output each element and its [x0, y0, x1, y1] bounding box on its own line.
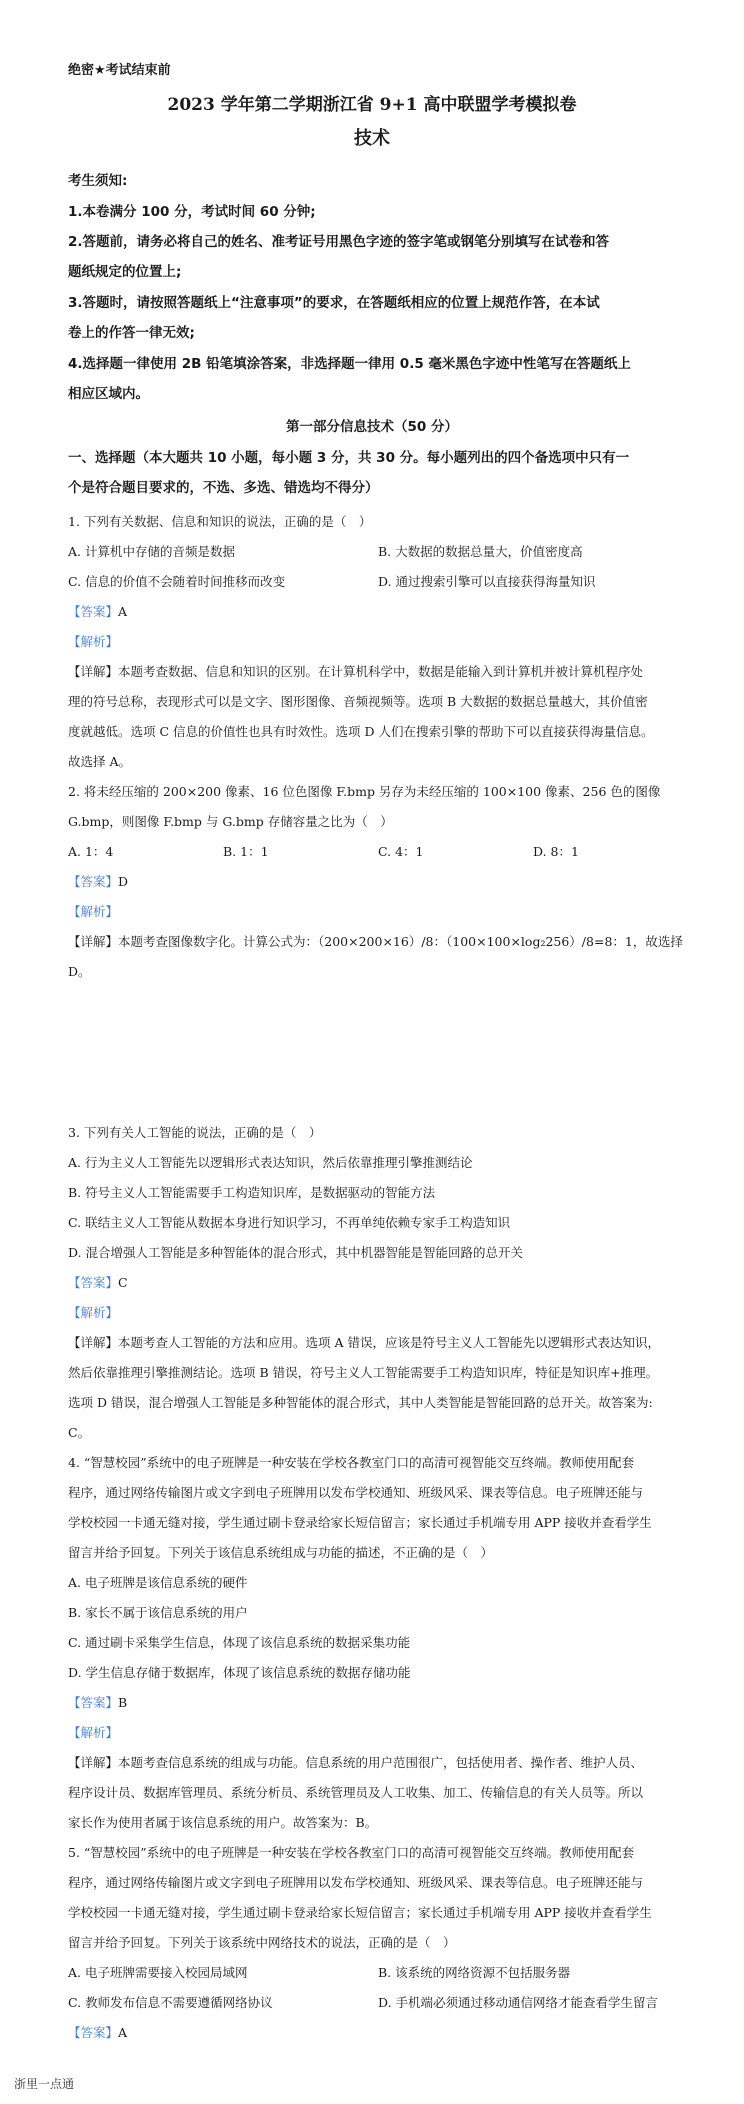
option-c: C. 信息的价值不会随着时间推移而改变	[68, 574, 286, 589]
analysis-tag: 【解析】	[68, 904, 119, 919]
question-stem: 程序，通过网络传输图片或文字到电子班牌用以发布学校通知、班级风采、课表等信息。电子班牌还能与	[68, 1875, 644, 1890]
secret-mark: 绝密★考试结束前	[68, 63, 171, 78]
exam-subject: 技术	[354, 128, 390, 149]
option-b: B. 大数据的数据总量大，价值密度高	[378, 544, 583, 559]
option-b: B. 家长不属于该信息系统的用户	[68, 1605, 248, 1620]
notice-heading: 考生须知:	[68, 173, 128, 189]
notice-line: 卷上的作答一律无效;	[68, 325, 195, 341]
option-c: C. 通过刷卡采集学生信息，体现了该信息系统的数据采集功能	[68, 1635, 411, 1650]
detail-line	[68, 1334, 660, 1352]
option-a: A. 电子班牌是该信息系统的硬件	[68, 1575, 248, 1590]
detail-line: 家长作为使用者属于该信息系统的用户。故答案为：B。	[68, 1815, 378, 1830]
question-stem: 2. 将未经压缩的 200×200 像素、16 位色图像 F.bmp 另存为未经压缩的 100×100 像素、256 色的图像	[68, 784, 661, 799]
detail-line: 理的符号总称，表现形式可以是文字、图形图像、音频视频等。选项 B 大数据的数据总量越大，其价值密	[68, 694, 648, 709]
detail-line: 程序设计员、数据库管理员、系统分析员、系统管理员及人工收集、加工、传输信息的有关人员等。所以	[68, 1785, 644, 1800]
option-a: A. 行为主义人工智能先以逻辑形式表达知识，然后依靠推理引擎推测结论	[68, 1155, 473, 1170]
detail-tag: 【详解】	[68, 934, 119, 949]
detail-line: 选项 D 错误，混合增强人工智能是多种智能体的混合形式，其中人类智能是智能回路的总开关。故答案为:	[68, 1395, 653, 1410]
detail-line: 度就越低。选项 C 信息的价值性也具有时效性。选项 D 人们在搜索引擎的帮助下可以直接获得海量信息。	[68, 724, 654, 739]
option-d: D. 手机端必须通过移动通信网络才能查看学生留言	[378, 1995, 659, 2010]
answer-tag: 【答案】	[68, 874, 119, 889]
answer-tag: 【答案】	[68, 604, 119, 619]
detail-line: C。	[68, 1425, 91, 1440]
answer-line	[68, 2024, 127, 2042]
answer-tag: 【答案】	[68, 1695, 119, 1710]
analysis-tag: 【解析】	[68, 1725, 119, 1740]
section-heading: 一、选择题（本大题共 10 小题，每小题 3 分，共 30 分。每小题列出的四个备选项中只有一	[68, 450, 630, 466]
question-stem: 学校校园一卡通无缝对接，学生通过刷卡登录给家长短信留言；家长通过手机端专用 APP 接收并查看学生	[68, 1515, 652, 1530]
question-stem: 3. 下列有关人工智能的说法，正确的是（ ）	[68, 1125, 322, 1140]
answer-line	[68, 873, 128, 891]
detail-tag: 【详解】	[68, 1335, 119, 1350]
section-heading: 个是符合题目要求的，不选、多选、错选均不得分）	[68, 480, 379, 496]
answer-tag: 【答案】	[68, 2025, 119, 2040]
part-title: 第一部分信息技术（50 分）	[286, 419, 458, 435]
analysis-tag: 【解析】	[68, 1305, 119, 1320]
option-b: B. 该系统的网络资源不包括服务器	[378, 1965, 571, 1980]
option-c: C. 4：1	[378, 844, 424, 859]
detail-text: 本题考查信息系统的组成与功能。信息系统的用户范围很广，包括使用者、操作者、维护人员、	[118, 1755, 644, 1770]
option-b: B. 1：1	[223, 844, 269, 859]
option-d: D. 学生信息存储于数据库，体现了该信息系统的数据存储功能	[68, 1665, 411, 1680]
question-stem: 学校校园一卡通无缝对接，学生通过刷卡登录给家长短信留言；家长通过手机端专用 APP 接收并查看学生	[68, 1905, 652, 1920]
notice-line: 相应区域内。	[68, 386, 149, 402]
detail-line	[68, 933, 683, 951]
detail-text: 本题考查图像数字化。计算公式为：（200×200×16）/8：（100×100×log₂256）/8=8：1，故选择	[118, 934, 683, 949]
answer-line	[68, 603, 127, 621]
detail-tag: 【详解】	[68, 664, 119, 679]
notice-line: 1.本卷满分 100 分，考试时间 60 分钟;	[68, 204, 316, 220]
question-stem: 程序，通过网络传输图片或文字到电子班牌用以发布学校通知、班级风采、课表等信息。电子班牌还能与	[68, 1485, 644, 1500]
answer-line	[68, 1694, 127, 1712]
detail-tag: 【详解】	[68, 1755, 119, 1770]
answer-value: C	[118, 1275, 128, 1290]
detail-text: 本题考查数据、信息和知识的区别。在计算机科学中，数据是能输入到计算机并被计算机程序处	[118, 664, 644, 679]
notice-line: 题纸规定的位置上;	[68, 264, 182, 280]
question-stem: 5. “智慧校园”系统中的电子班牌是一种安装在学校各教室门口的高清可视智能交互终端。教师使用配套	[68, 1845, 635, 1860]
detail-text: 本题考查人工智能的方法和应用。选项 A 错误，应该是符号主义人工智能先以逻辑形式表达知识，	[118, 1335, 660, 1350]
option-a: A. 计算机中存储的音频是数据	[68, 544, 235, 559]
question-stem: G.bmp，则图像 F.bmp 与 G.bmp 存储容量之比为（ ）	[68, 814, 393, 829]
question-stem: 留言并给予回复。下列关于该系统中网络技术的说法，正确的是（ ）	[68, 1935, 456, 1950]
detail-line	[68, 1754, 643, 1772]
analysis-tag: 【解析】	[68, 634, 119, 649]
detail-line: 故选择 A。	[68, 754, 132, 769]
question-stem: 留言并给予回复。下列关于该信息系统组成与功能的描述，不正确的是（ ）	[68, 1545, 494, 1560]
answer-value: A	[118, 604, 128, 619]
option-c: C. 教师发布信息不需要遵循网络协议	[68, 1995, 273, 2010]
notice-line: 3.答题时，请按照答题纸上“注意事项”的要求，在答题纸相应的位置上规范作答，在本试	[68, 295, 600, 311]
question-stem: 4. “智慧校园”系统中的电子班牌是一种安装在学校各教室门口的高清可视智能交互终端。教师使用配套	[68, 1455, 635, 1470]
answer-value: D	[118, 874, 129, 889]
notice-line: 4.选择题一律使用 2B 铅笔填涂答案，非选择题一律用 0.5 毫米黑色字迹中性笔写在答题纸上	[68, 356, 631, 372]
option-d: D. 混合增强人工智能是多种智能体的混合形式，其中机器智能是智能回路的总开关	[68, 1245, 524, 1260]
option-a: A. 电子班牌需要接入校园局域网	[68, 1965, 248, 1980]
exam-title: 2023 学年第二学期浙江省 9+1 高中联盟学考模拟卷	[167, 95, 577, 115]
answer-value: B	[118, 1695, 128, 1710]
answer-line	[68, 1274, 128, 1292]
option-d: D. 8：1	[533, 844, 579, 859]
option-b: B. 符号主义人工智能需要手工构造知识库，是数据驱动的智能方法	[68, 1185, 436, 1200]
detail-line: 然后依靠推理引擎推测结论。选项 B 错误，符号主义人工智能需要手工构造知识库，特征是知识库+推理。	[68, 1365, 659, 1380]
answer-tag: 【答案】	[68, 1275, 119, 1290]
option-a: A. 1：4	[68, 844, 114, 859]
answer-value: A	[118, 2025, 128, 2040]
detail-line	[68, 663, 643, 681]
option-c: C. 联结主义人工智能从数据本身进行知识学习，不再单纯依赖专家手工构造知识	[68, 1215, 511, 1230]
option-d: D. 通过搜索引擎可以直接获得海量知识	[378, 574, 596, 589]
footer-watermark: 浙里一点通	[14, 2077, 75, 2091]
detail-line: D。	[68, 964, 91, 979]
question-stem: 1. 下列有关数据、信息和知识的说法，正确的是（ ）	[68, 514, 372, 529]
notice-line: 2.答题前，请务必将自己的姓名、准考证号用黑色字迹的签字笔或钢笔分别填写在试卷和答	[68, 234, 610, 250]
